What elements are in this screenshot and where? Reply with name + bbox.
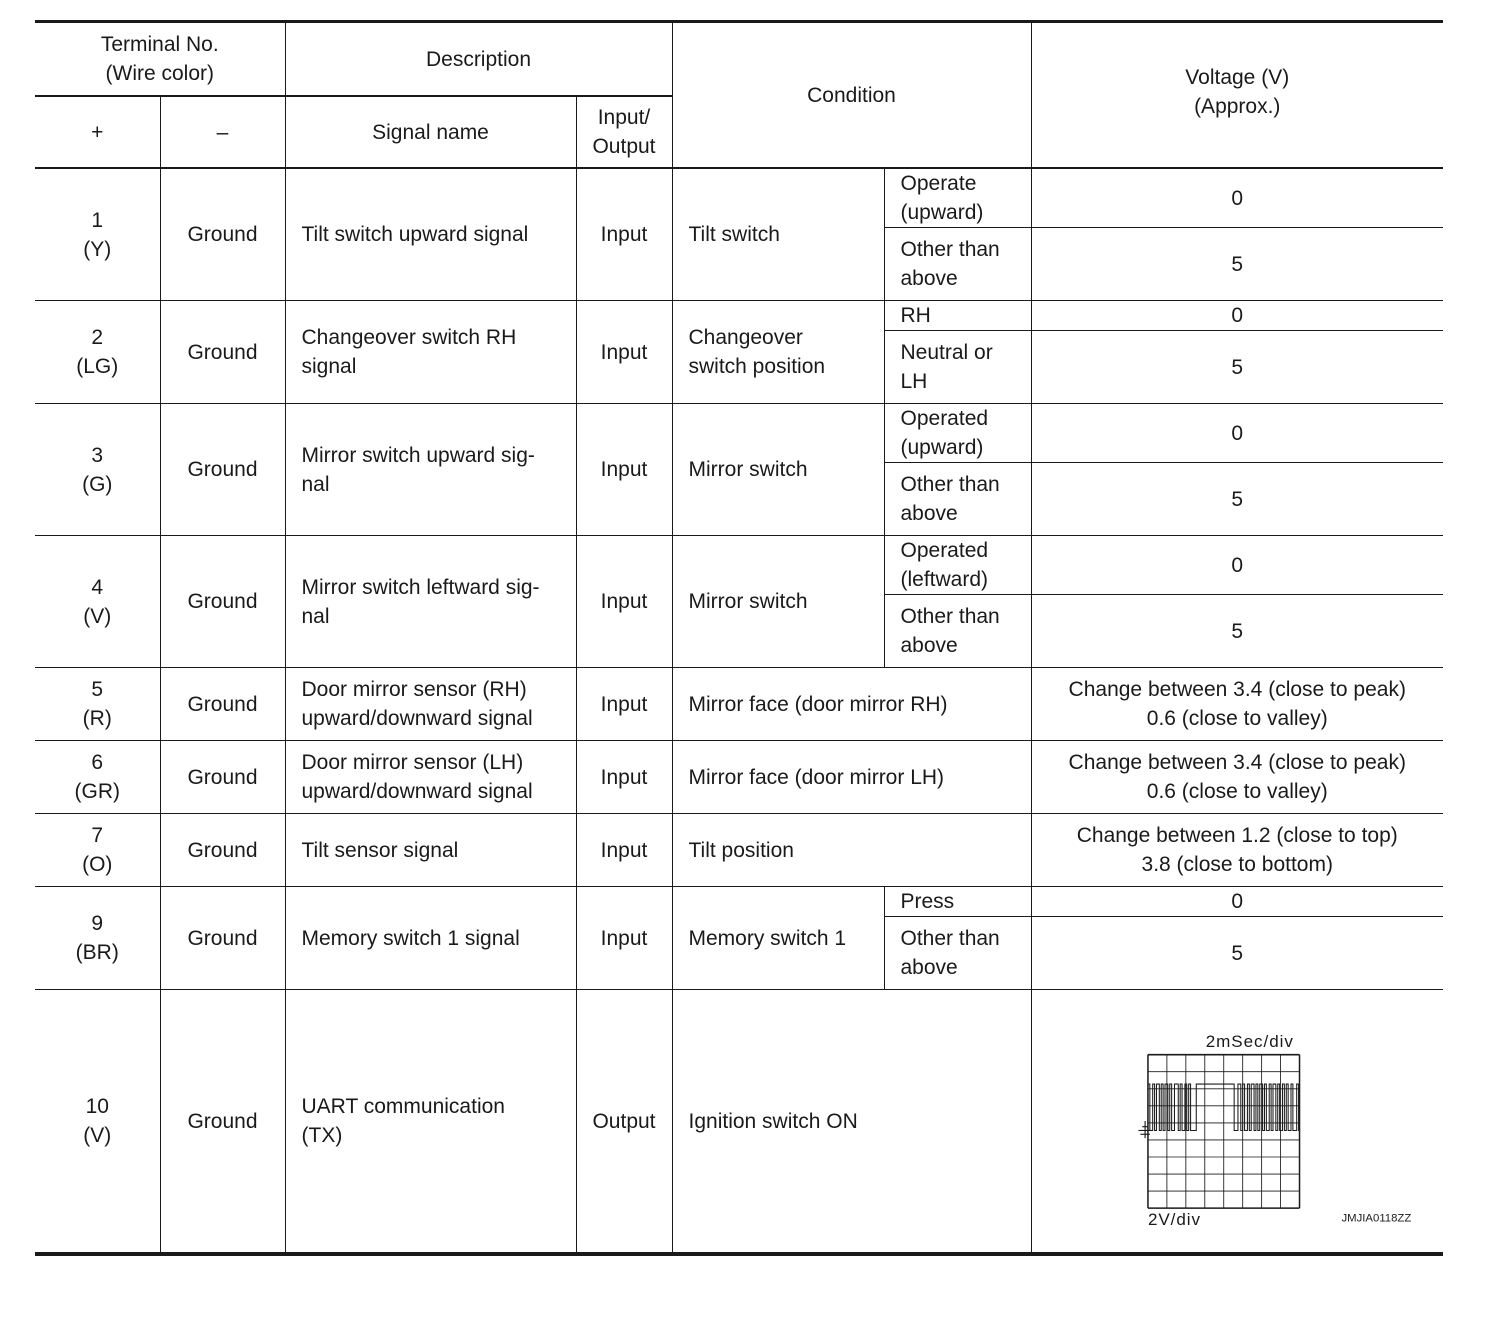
terminal-cell-line: (Y) [83, 237, 112, 261]
signal-name-cell [285, 301, 576, 404]
terminal-cell-line: (V) [83, 604, 112, 628]
signal-name-cell [285, 990, 576, 1255]
terminal-cell [35, 404, 160, 536]
voltage-cell [1031, 404, 1443, 463]
terminal-cell-line: (R) [82, 707, 112, 730]
table-row [35, 887, 1443, 917]
condition-cell [672, 168, 884, 301]
ground-cell: Ground [160, 814, 285, 887]
signal-name-cell [285, 404, 576, 536]
condition-cell-line: Mirror switch [688, 590, 808, 613]
condition-header: Condition [672, 22, 1031, 169]
sub-condition-cell-line: Other than [900, 238, 1000, 261]
time-div-label: 2mSec/div [1205, 1032, 1295, 1052]
minus-header: – [160, 96, 285, 168]
voltage-header [1031, 22, 1443, 169]
io-cell: Input [576, 536, 672, 668]
voltage-cell-line: 0 [1231, 186, 1244, 210]
signal-name-cell-line: Memory switch 1 signal [301, 926, 520, 950]
plus-header: + [35, 96, 160, 168]
sub-condition-cell [884, 301, 1031, 331]
voltage-cell [1031, 595, 1443, 668]
signal-name-cell-line: Mirror switch upward sig- [301, 443, 535, 467]
signal-name-cell [285, 814, 576, 887]
condition-cell [672, 668, 1031, 741]
table-row [35, 404, 1443, 463]
terminal-voltage-table [35, 20, 1443, 1256]
signal-name-cell [285, 741, 576, 814]
io-cell: Input [576, 668, 672, 741]
condition-cell-line: Mirror face (door mirror LH) [688, 765, 945, 789]
terminal-cell-line: 1 [91, 208, 104, 232]
signal-name-cell-line: (TX) [301, 1124, 343, 1147]
sub-condition-cell-line: LH [900, 370, 928, 393]
terminal-cell [35, 887, 160, 990]
scope-grid [1148, 1055, 1300, 1208]
condition-cell-line: Mirror switch [688, 458, 808, 481]
signal-name-cell-line: upward/downward signal [301, 780, 533, 803]
sub-condition-cell-line: Operated [900, 407, 989, 430]
voltage-cell [1031, 917, 1443, 990]
signal-name-cell-line: Tilt sensor signal [301, 838, 459, 862]
table-row [35, 741, 1443, 814]
terminal-cell-line: 4 [91, 575, 104, 599]
table-row [35, 301, 1443, 331]
waveform-cell [1031, 990, 1443, 1255]
sub-condition-cell-line: Press [900, 890, 955, 913]
signal-name-cell-line: Door mirror sensor (RH) [301, 678, 527, 701]
sub-condition-cell-line: above [900, 956, 958, 979]
terminal-cell [35, 301, 160, 404]
sub-condition-cell [884, 595, 1031, 668]
voltage-cell-line: 0 [1231, 304, 1244, 327]
sub-condition-cell [884, 536, 1031, 595]
io-cell: Input [576, 168, 672, 301]
ground-cell: Ground [160, 668, 285, 741]
voltage-cell [1031, 463, 1443, 536]
signal-name-cell-line: UART communication [301, 1095, 505, 1118]
input-output-header-line: Input/ [597, 106, 651, 129]
voltage-cell-line: 0 [1231, 890, 1244, 913]
terminal-cell-line: 3 [91, 443, 104, 467]
table-row [35, 536, 1443, 595]
condition-cell [672, 887, 884, 990]
sub-condition-cell-line: Operated [900, 539, 989, 562]
voltage-cell-line: 5 [1231, 355, 1244, 379]
io-cell: Input [576, 814, 672, 887]
signal-name-cell-line: Mirror switch leftward sig- [301, 575, 540, 599]
signal-name-cell [285, 668, 576, 741]
voltage-cell-line: Change between 3.4 (close to peak) [1068, 751, 1406, 774]
terminal-cell-line: 10 [85, 1095, 109, 1118]
voltage-cell-line: 5 [1231, 487, 1244, 511]
condition-cell [672, 301, 884, 404]
voltage-cell-line: 0 [1231, 421, 1244, 445]
signal-name-cell [285, 536, 576, 668]
terminal-cell-line: (LG) [76, 355, 119, 378]
ground-cell: Ground [160, 990, 285, 1255]
io-cell: Input [576, 741, 672, 814]
condition-cell-line: Mirror face (door mirror RH) [688, 692, 948, 716]
table-row [35, 990, 1443, 1255]
ground-cell: Ground [160, 741, 285, 814]
signal-name-cell-line: upward/downward signal [301, 707, 533, 730]
figure-code-label: JMJIA0118ZZ [1341, 1212, 1412, 1225]
signal-name-cell-line: Changeover switch RH [301, 326, 517, 349]
ground-cell: Ground [160, 301, 285, 404]
terminal-cell [35, 814, 160, 887]
voltage-header-line: (Approx.) [1194, 95, 1281, 118]
sub-condition-cell [884, 917, 1031, 990]
condition-cell [672, 990, 1031, 1255]
signal-name-header: Signal name [285, 96, 576, 168]
condition-cell [672, 814, 1031, 887]
signal-name-cell [285, 887, 576, 990]
sub-condition-cell-line: (upward) [900, 436, 984, 459]
voltage-cell [1031, 536, 1443, 595]
sub-condition-cell-line: RH [900, 304, 931, 327]
sub-condition-cell [884, 228, 1031, 301]
condition-cell-line: Memory switch 1 [688, 926, 847, 950]
voltage-cell [1031, 168, 1443, 228]
terminal-cell-line: 6 [91, 751, 104, 774]
voltage-cell-line: 0.6 (close to valley) [1146, 780, 1328, 803]
sub-condition-cell [884, 168, 1031, 228]
terminal-cell [35, 741, 160, 814]
voltage-cell-line: 5 [1231, 252, 1244, 276]
condition-cell-line: switch position [688, 355, 826, 378]
sub-condition-cell-line: Other than [900, 927, 1000, 950]
sub-condition-cell-line: Other than [900, 605, 1000, 628]
voltage-cell [1031, 228, 1443, 301]
terminal-no-header-line: (Wire color) [105, 62, 214, 85]
terminal-cell-line: 2 [91, 326, 104, 349]
terminal-cell [35, 668, 160, 741]
signal-name-cell-line: nal [301, 604, 330, 628]
terminal-cell-line: 7 [91, 824, 104, 847]
signal-name-cell [285, 168, 576, 301]
header-row [35, 22, 1443, 97]
condition-cell-line: Tilt switch [688, 223, 780, 246]
sub-condition-cell-line: Operate [900, 172, 977, 195]
voltage-cell-line: 0 [1231, 553, 1244, 577]
voltage-cell-line: 5 [1231, 941, 1244, 965]
condition-cell [672, 404, 884, 536]
condition-cell-line: Changeover [688, 326, 803, 349]
table-row [35, 168, 1443, 228]
condition-cell [672, 741, 1031, 814]
table-row [35, 668, 1443, 741]
terminal-cell-line: (O) [82, 853, 113, 876]
sub-condition-cell [884, 463, 1031, 536]
terminal-cell-line: (G) [82, 472, 113, 496]
voltage-cell [1031, 814, 1443, 887]
signal-name-cell-line: Door mirror sensor (LH) [301, 751, 524, 774]
ground-cell: Ground [160, 887, 285, 990]
voltage-cell [1031, 301, 1443, 331]
signal-name-cell-line: nal [301, 472, 330, 496]
voltage-cell-line: 5 [1231, 619, 1244, 643]
terminal-cell [35, 536, 160, 668]
io-cell: Input [576, 887, 672, 990]
voltage-header-line: Voltage (V) [1185, 66, 1290, 89]
sub-condition-cell-line: (leftward) [900, 568, 989, 591]
voltage-cell [1031, 887, 1443, 917]
voltage-cell-line: 3.8 (close to bottom) [1141, 853, 1333, 876]
sub-condition-cell-line: above [900, 502, 958, 525]
voltage-cell [1031, 331, 1443, 404]
condition-cell-line: Tilt position [688, 838, 794, 862]
signal-name-cell-line: Tilt switch upward signal [301, 223, 529, 246]
terminal-cell-line: (BR) [75, 941, 119, 964]
terminal-cell-line: 9 [91, 912, 104, 935]
volt-div-label: 2V/div [1148, 1210, 1202, 1230]
terminal-cell-line: (GR) [74, 780, 120, 803]
terminal-cell-line: 5 [91, 678, 104, 701]
io-cell: Input [576, 404, 672, 536]
sub-condition-cell-line: Other than [900, 473, 1000, 496]
terminal-cell [35, 990, 160, 1255]
sub-condition-cell-line: above [900, 634, 958, 657]
voltage-cell-line: 0.6 (close to valley) [1146, 707, 1328, 730]
condition-cell [672, 536, 884, 668]
ground-cell: Ground [160, 404, 285, 536]
sub-condition-cell [884, 331, 1031, 404]
terminal-no-header-line: Terminal No. [100, 33, 219, 56]
terminal-cell-line: (V) [83, 1124, 112, 1147]
voltage-cell-line: Change between 3.4 (close to peak) [1068, 678, 1406, 701]
input-output-header-line: Output [592, 135, 656, 158]
input-output-header [576, 96, 672, 168]
description-header: Description [285, 22, 672, 97]
ground-cell: Ground [160, 168, 285, 301]
signal-name-cell-line: signal [301, 355, 357, 378]
sub-condition-cell [884, 404, 1031, 463]
voltage-cell [1031, 668, 1443, 741]
io-cell: Input [576, 301, 672, 404]
table-row [35, 814, 1443, 887]
condition-cell-line: Ignition switch ON [688, 1109, 858, 1133]
sub-condition-cell-line: (upward) [900, 201, 984, 224]
terminal-no-header [35, 22, 285, 97]
sub-condition-cell-line: Neutral or [900, 341, 993, 364]
io-cell: Output [576, 990, 672, 1255]
uart-waveform [1057, 1011, 1417, 1231]
sub-condition-cell [884, 887, 1031, 917]
voltage-cell-line: Change between 1.2 (close to top) [1076, 824, 1398, 847]
voltage-cell [1031, 741, 1443, 814]
terminal-cell [35, 168, 160, 301]
sub-condition-cell-line: above [900, 267, 958, 290]
ground-cell: Ground [160, 536, 285, 668]
